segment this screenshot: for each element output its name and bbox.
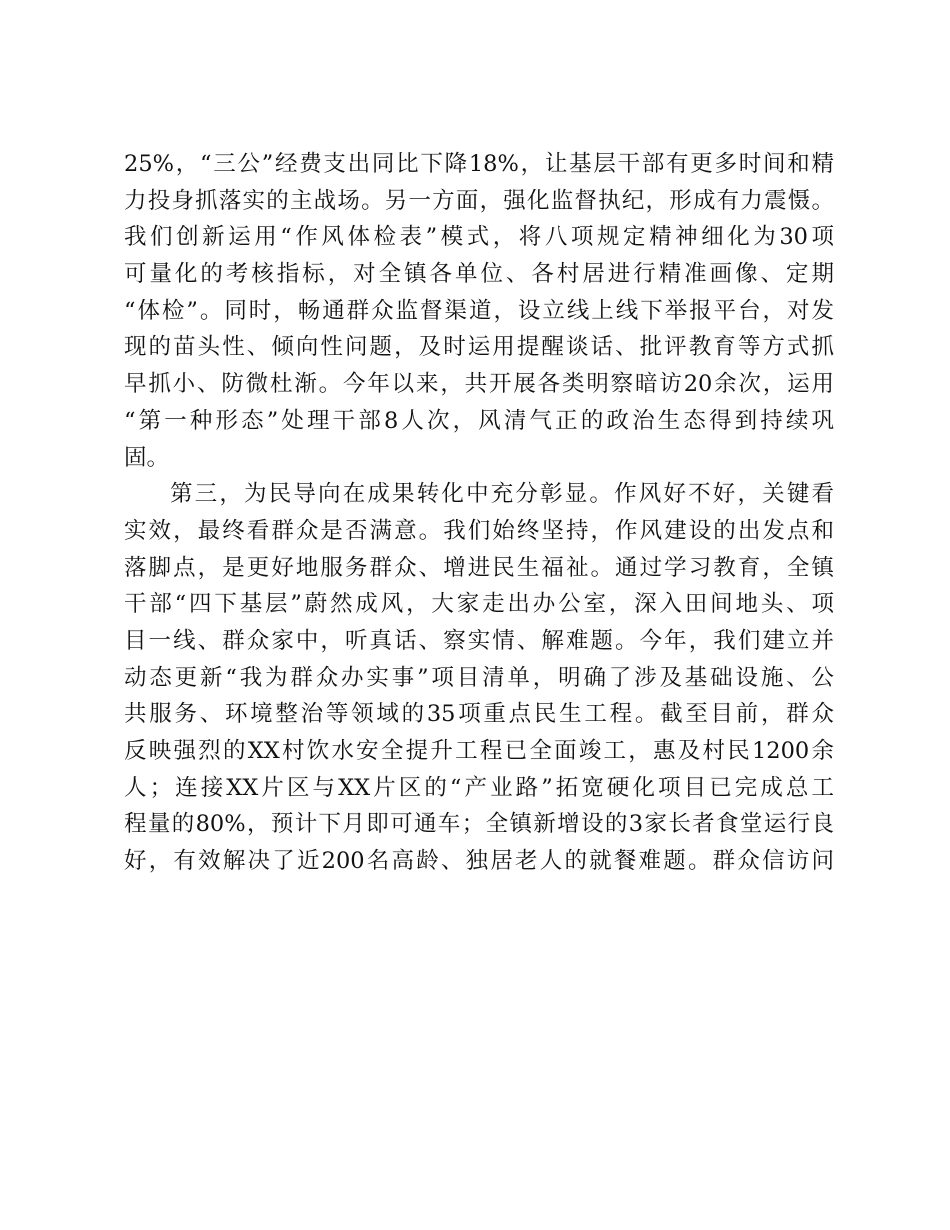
text-line: 程量的80%，预计下月即可通车；全镇新增设的3家长者食堂运行良	[124, 811, 834, 838]
text-line: “第一种形态”处理干部8人次，风清气正的政治生态得到持续巩	[124, 407, 834, 434]
text-line: 可量化的考核指标，对全镇各单位、各村居进行精准画像、定期	[124, 261, 834, 288]
text-line: 力投身抓落实的主战场。另一方面，强化监督执纪，形成有力震慑。	[124, 187, 834, 214]
text-line: 固。	[124, 444, 170, 471]
text-line: 人；连接XX片区与XX片区的“产业路”拓宽硬化项目已完成总工	[124, 774, 834, 801]
text-line: 动态更新“我为群众办实事”项目清单，明确了涉及基础设施、公	[124, 664, 834, 691]
text-line: 25%，“三公”经费支出同比下降18%，让基层干部有更多时间和精	[124, 151, 834, 177]
text-line: 我们创新运用“作风体检表”模式，将八项规定精神细化为30项	[124, 224, 834, 251]
text-line: 反映强烈的XX村饮水安全提升工程已全面竣工，惠及村民1200余	[124, 738, 834, 764]
text-line: “体检”。同时，畅通群众监督渠道，设立线上线下举报平台，对发	[124, 297, 834, 324]
text-line: 实效，最终看群众是否满意。我们始终坚持，作风建设的出发点和	[124, 517, 834, 544]
text-line: 共服务、环境整治等领域的35项重点民生工程。截至目前，群众	[124, 701, 834, 728]
text-line: 目一线、群众家中，听真话、察实情、解难题。今年，我们建立并	[124, 627, 834, 654]
paragraph-continued	[124, 146, 834, 476]
text-line: 现的苗头性、倾向性问题，及时运用提醒谈话、批评教育等方式抓	[124, 334, 834, 361]
body-text	[124, 146, 834, 880]
text-line: 第三，为民导向在成果转化中充分彰显。作风好不好，关键看	[170, 481, 834, 508]
text-line: 好，有效解决了近200名高龄、独居老人的就餐难题。群众信访问	[124, 848, 834, 875]
text-line: 早抓小、防微杜渐。今年以来，共开展各类明察暗访20余次，运用	[124, 371, 834, 398]
text-line: 落脚点，是更好地服务群众、增进民生福祉。通过学习教育，全镇	[124, 554, 834, 581]
paragraph-third	[124, 476, 834, 880]
text-line: 干部“四下基层”蔚然成风，大家走出办公室，深入田间地头、项	[124, 591, 834, 618]
